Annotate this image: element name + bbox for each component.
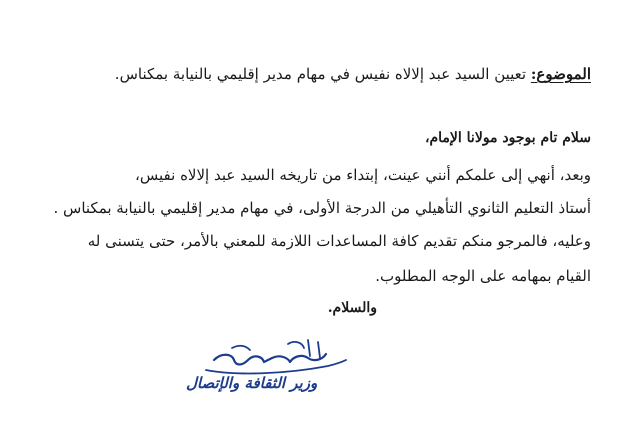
body-line-2: أستاذ التعليم الثانوي التأهيلي من الدرجة الأولى، في مهام مدير إقليمي بالنيابة بمكناس . <box>53 199 591 217</box>
subject-label: الموضوع: <box>530 65 591 83</box>
subject-line <box>115 64 591 84</box>
greeting: سلام تام بوجود مولانا الإمام، <box>424 130 591 146</box>
body-line-1: وبعد، أنهي إلى علمكم أنني عينت، إبتداء من تاريخه السيد عبد إلالاه نفيس، <box>135 166 591 184</box>
body-line-4: القيام بمهامه على الوجه المطلوب. <box>375 267 591 285</box>
body-line-3: وعليه، فالمرجو منكم تقديم كافة المساعدات اللازمة للمعني بالأمر، حتى يتسنى له <box>87 232 591 250</box>
closing: والسلام. <box>327 300 377 316</box>
signer-title: وزير الثقافة والإتصال <box>186 374 318 392</box>
subject-text: تعيين السيد عبد إلالاه نفيس في مهام مدير إقليمي بالنيابة بمكناس. <box>114 65 531 83</box>
